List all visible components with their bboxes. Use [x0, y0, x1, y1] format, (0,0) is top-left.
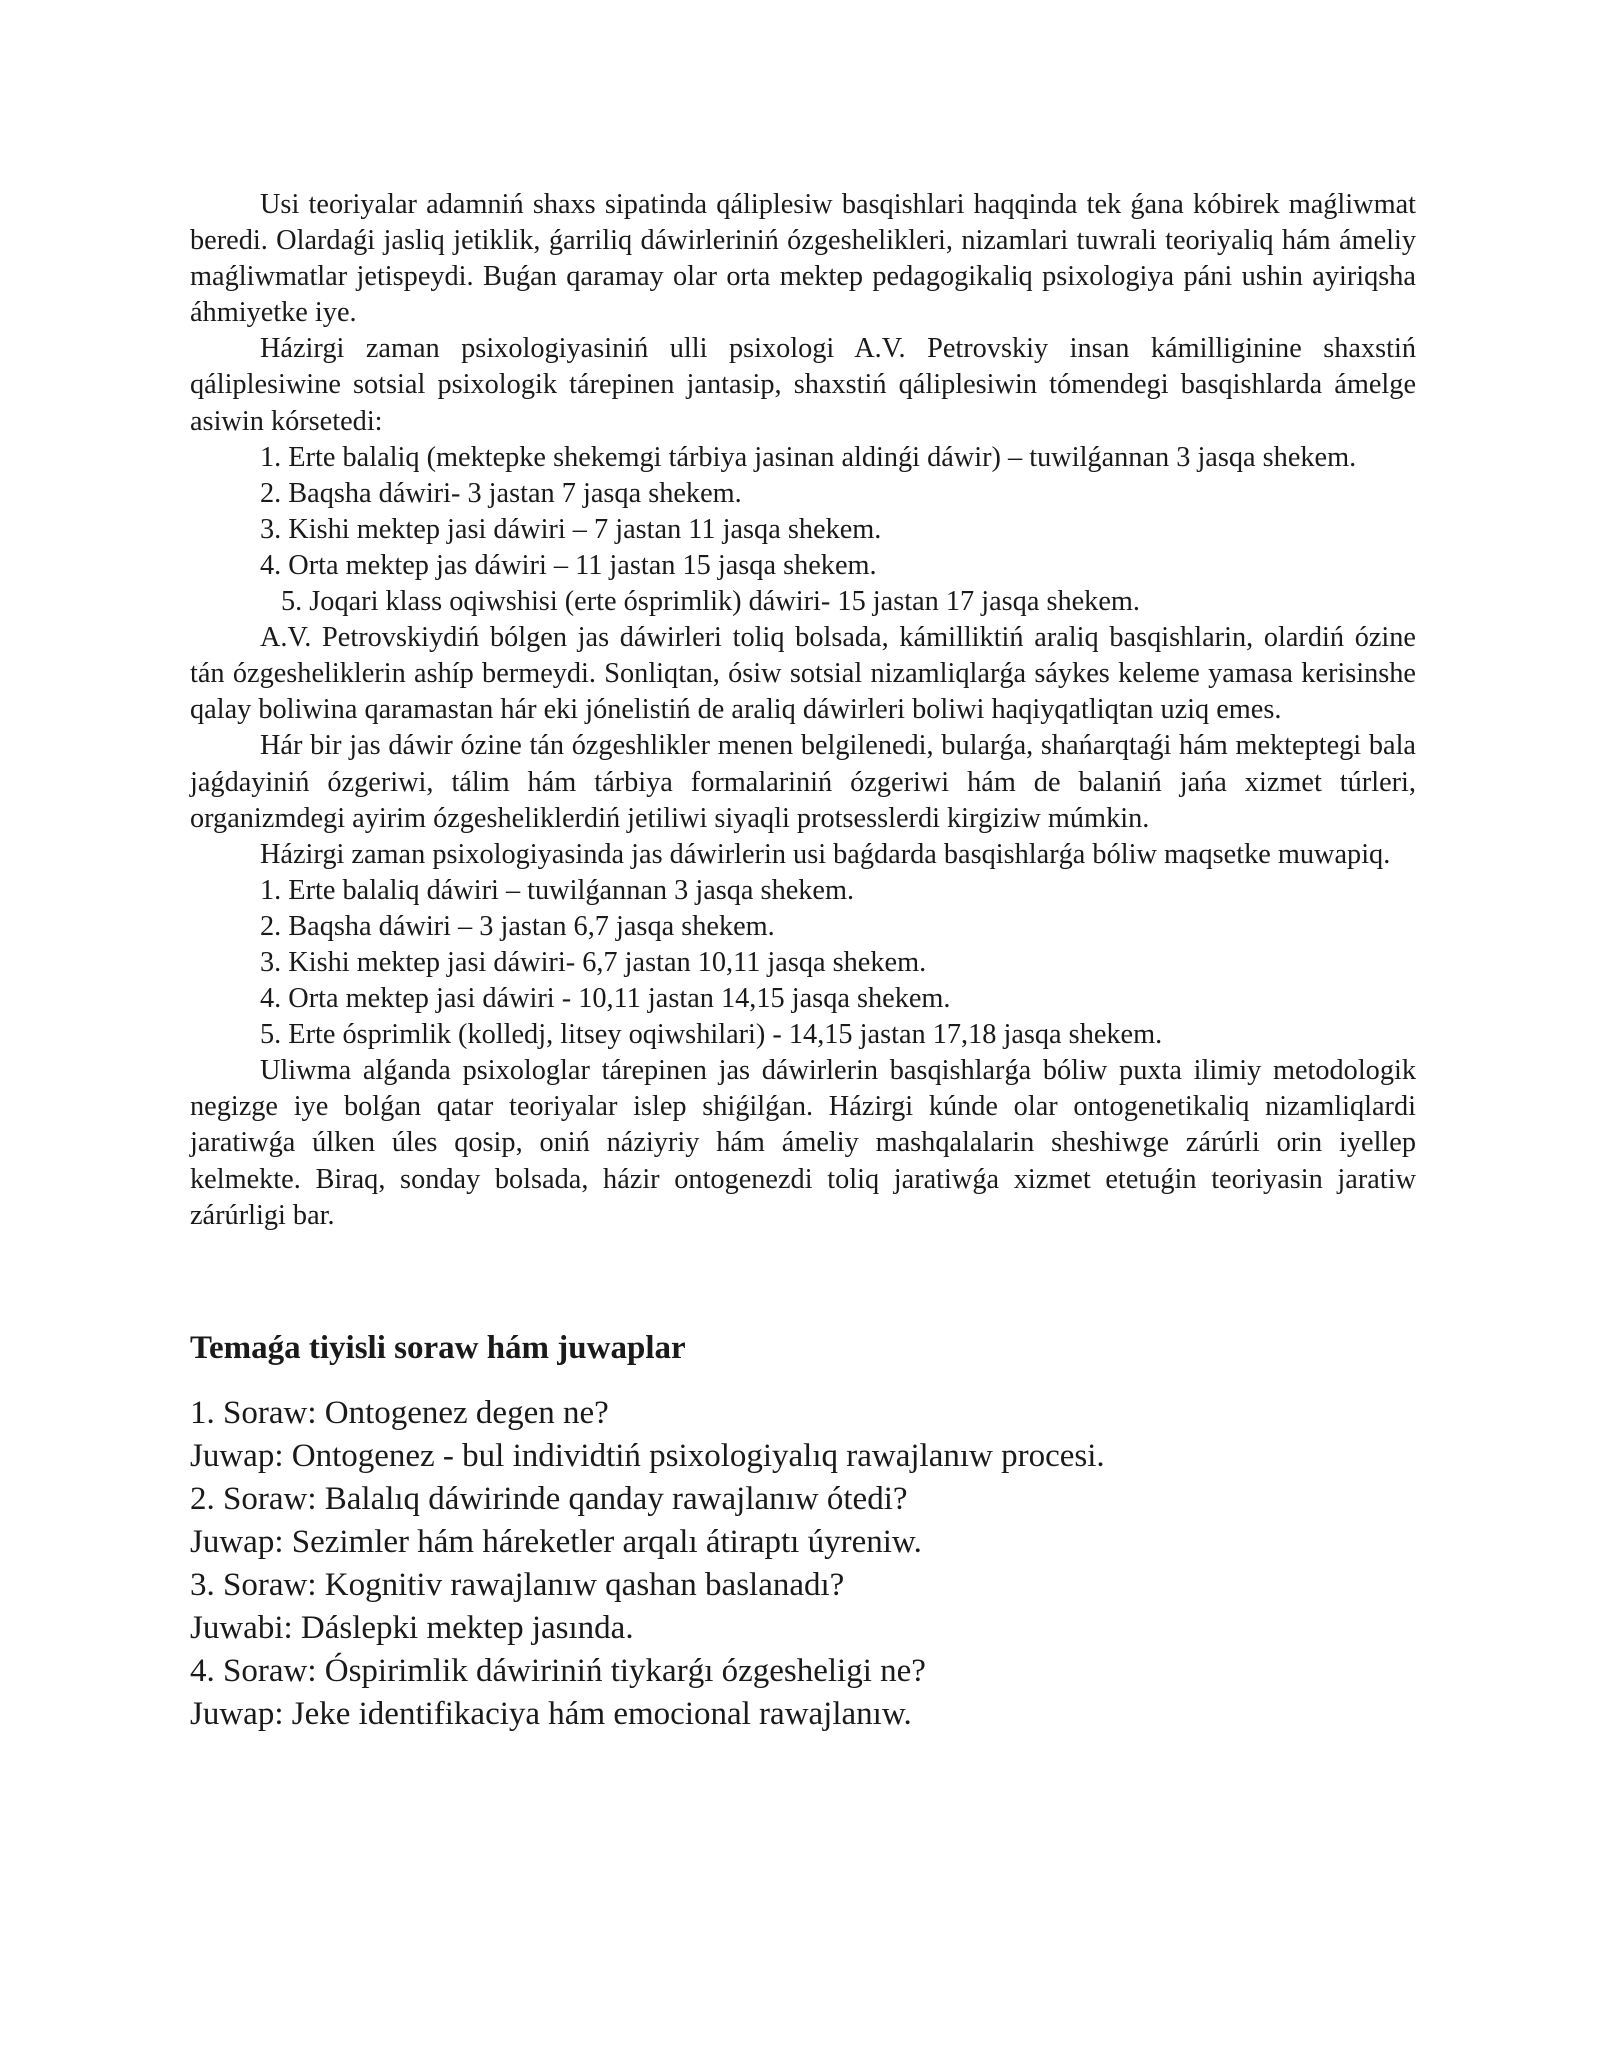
document-content	[190, 187, 1416, 1736]
qa-list	[190, 1392, 1416, 1736]
qa-answer-4: Juwap: Jeke identifikaciya hám emocional rawajlanıw.	[190, 1695, 912, 1732]
qa-answer-3: Juwabi: Dáslepki mektep jasında.	[190, 1609, 634, 1646]
qa-question-1: 1. Soraw: Ontogenez degen ne?	[190, 1394, 609, 1431]
section-heading: Temaǵa tiyisli soraw hám juwaplar	[190, 1329, 686, 1366]
body-text	[190, 187, 1416, 1234]
list-one-item-4: 4. Orta mektep jas dáwiri – 11 jastan 15 jasqa shekem.	[260, 549, 877, 581]
list-one-item-3: 3. Kishi mektep jasi dáwiri – 7 jastan 11 jasqa shekem.	[260, 513, 882, 545]
qa-answer-1: Juwap: Ontogenez - bul individtiń psixologiyalıq rawajlanıw procesi.	[190, 1437, 1105, 1474]
qa-question-4: 4. Soraw: Óspirimlik dáwiriniń tiykarǵı ózgesheligi ne?	[190, 1652, 926, 1689]
list-two-item-2: 2. Baqsha dáwiri – 3 jastan 6,7 jasqa shekem.	[260, 910, 775, 942]
qa-question-3: 3. Soraw: Kognitiv rawajlanıw qashan baslanadı?	[190, 1566, 845, 1603]
list-two-item-3: 3. Kishi mektep jasi dáwiri- 6,7 jastan 10,11 jasqa shekem.	[260, 946, 927, 978]
list-one-item-2: 2. Baqsha dáwiri- 3 jastan 7 jasqa shekem.	[260, 477, 742, 509]
paragraph-middle-2: Hár bir jas dáwir ózine tán ózgeshlikler menen belgilenedi, bularǵa, shańarqtaǵi hám mekteptegi bala jaǵdayiniń ózgeriwi, tálim hám tárbiya formalariniń ózgeriwi hám de balaniń jańa xizmet túrleri, organizmdegi ayirim ózgesheliklerdiń jetiliwi siyaqli protsesslerdi kirgiziw múmkin.	[190, 730, 1416, 834]
paragraph-middle-1: A.V. Petrovskiydiń bólgen jas dáwirleri toliq bolsada, kámilliktiń araliq basqishlarin, olardiń ózine tán ózgesheliklerin ashíp bermeydi. Sonliqtan, ósiw sotsial nizamliqlarǵa sáykes keleme yamasa kerisinshe qalay boliwina qaramastan hár eki jónelistiń de araliq dáwirleri boliwi haqiyqatliqtan uziq emes.	[190, 622, 1416, 726]
paragraph-intro-1: Usi teoriyalar adamniń shaxs sipatinda qáliplesiw basqishlari haqqinda tek ǵana kóbirek maǵliwmat beredi. Olardaǵi jasliq jetiklik, ǵarriliq dáwirleriniń ózgeshelikleri, nizamlari tuwrali teoriyaliq hám ámeliy maǵliwmatlar jetispeydi. Buǵan qaramay olar orta mektep pedagogikaliq psixologiya páni ushin ayiriqsha áhmiyetke iye.	[190, 189, 1416, 329]
list-two-item-4: 4. Orta mektep jasi dáwiri - 10,11 jastan 14,15 jasqa shekem.	[260, 983, 951, 1015]
list-two-item-5: 5. Erte ósprimlik (kolledj, litsey oqiwshilari) - 14,15 jastan 17,18 jasqa shekem.	[260, 1019, 1163, 1051]
qa-question-2: 2. Soraw: Balalıq dáwirinde qanday rawajlanıw ótedi?	[190, 1480, 908, 1517]
list-two-item-1: 1. Erte balaliq dáwiri – tuwilǵannan 3 jasqa shekem.	[260, 874, 855, 906]
qa-answer-2: Juwap: Sezimler hám háreketler arqalı átiraptı úyreniw.	[190, 1523, 922, 1560]
list-one-item-5: 5. Joqari klass oqiwshisi (erte ósprimlik) dáwiri- 15 jastan 17 jasqa shekem.	[281, 586, 1140, 618]
list-one-item-1: 1. Erte balaliq (mektepke shekemgi tárbiya jasinan aldinǵi dáwir) – tuwilǵannan 3 jasqa shekem.	[260, 441, 1357, 473]
paragraph-middle-3: Házirgi zaman psixologiyasinda jas dáwirlerin usi baǵdarda basqishlarǵa bóliw maqsetke muwapiq.	[260, 838, 1391, 870]
paragraph-intro-2: Házirgi zaman psixologiyasiniń ulli psixologi A.V. Petrovskiy insan kámilliginine shaxstiń qáliplesiwine sotsial psixologik tárepinen jantasip, shaxstiń qáliplesiwin tómendegi basqishlarda ámelge asiwin kórsetedi:	[190, 333, 1416, 437]
paragraph-final: Uliwma alǵanda psixologlar tárepinen jas dáwirlerin basqishlarǵa bóliw puxta ilimiy metodologik negizge iye bolǵan qatar teoriyalar islep shiǵilǵan. Házirgi kúnde olar ontogenetikaliq nizamliqlardi jaratiwǵa úlken úles qosip, oniń náziyriy hám ámeliy mashqalalarin sheshiwge zárúrli orin iyellep kelmekte. Biraq, sonday bolsada, házir ontogenezdi toliq jaratiwǵa xizmet etetuǵin teoriyasin jaratiw zárúrligi bar.	[190, 1055, 1416, 1231]
